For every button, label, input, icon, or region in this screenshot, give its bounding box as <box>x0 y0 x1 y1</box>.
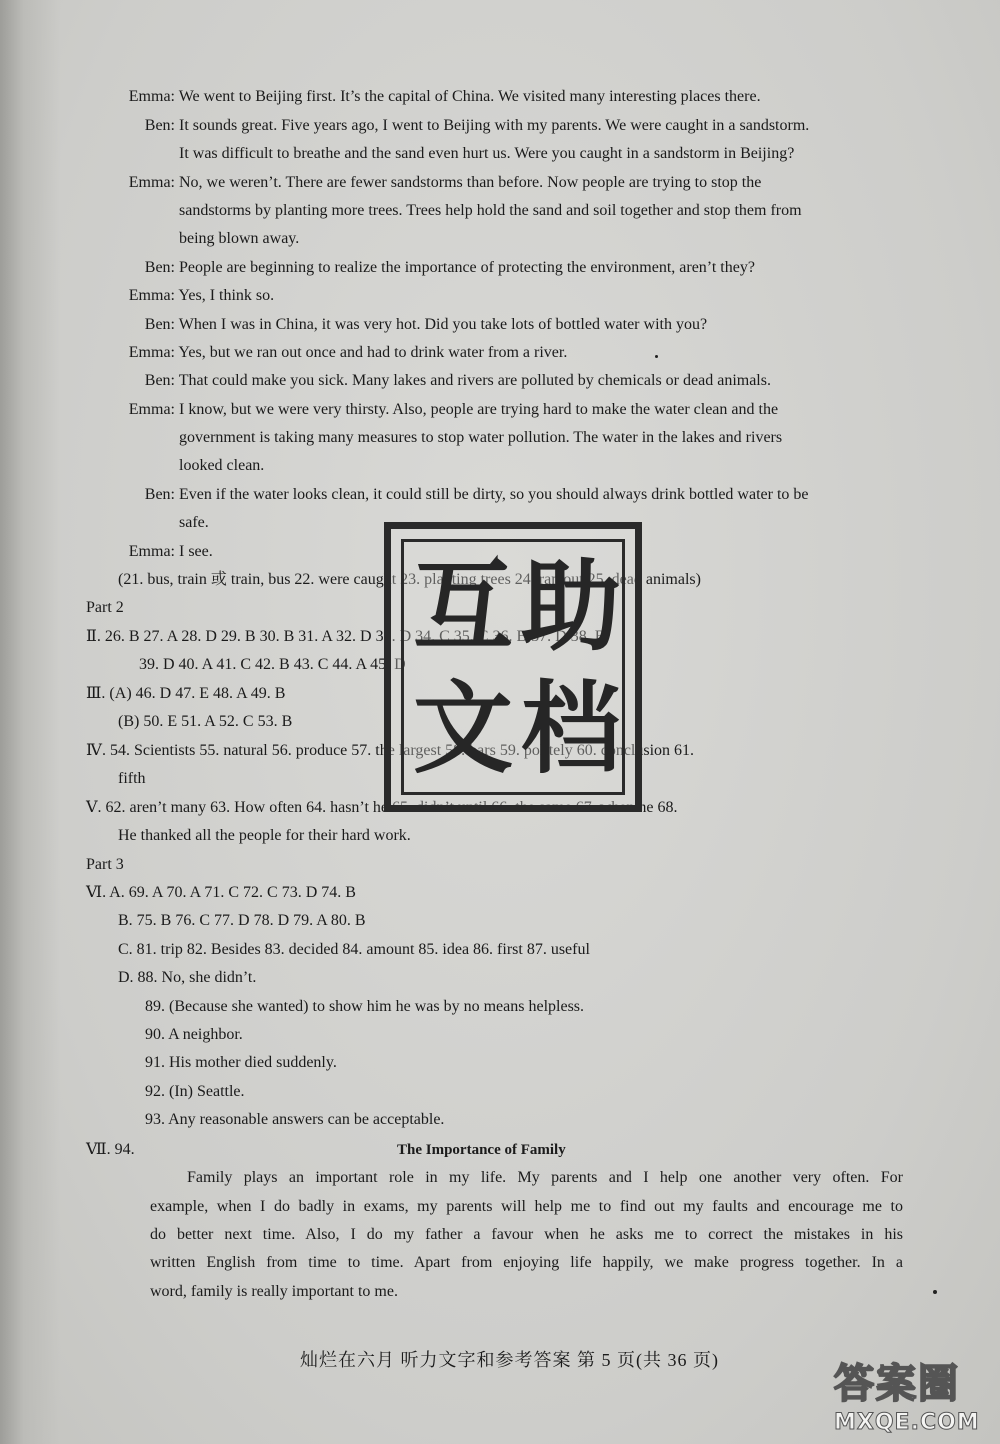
watermark-title: 答案圈 <box>834 1361 960 1407</box>
section-2-answers: 39. D 40. A 41. C 42. B 43. C 44. A 45. D <box>139 656 406 673</box>
page-fold-shadow <box>0 0 60 1444</box>
essay-line: example, when I do badly in exams, my parents will help me to find out my faults and encourage me to <box>150 1198 903 1215</box>
section-3-answers: Ⅲ. (A) 46. D 47. E 48. A 49. B <box>86 685 286 702</box>
speck <box>655 355 658 358</box>
dialogue-line: It was difficult to breathe and the sand even hurt us. Were you caught in a sandstorm in Beijing? <box>179 145 795 162</box>
page-footer: 灿烂在六月 听力文字和参考答案 第 5 页(共 36 页) <box>300 1350 719 1370</box>
section-2-answers: Ⅱ. 26. B 27. A 28. D 29. B 30. B 31. A 32. D 33. D 34. C 35. C 36. B 37. D 38. B <box>86 628 606 645</box>
speck <box>933 1290 937 1294</box>
dialogue-line: looked clean. <box>179 457 265 474</box>
section-6-answers: 91. His mother died suddenly. <box>145 1054 337 1071</box>
answers-21-25: (21. bus, train 或 train, bus 22. were caught 23. planting trees 24. ran out 25. dead animals) <box>118 571 701 588</box>
dialogue-line: Emma: I know, but we were very thirsty. Also, people are trying hard to make the water clean and the <box>128 401 779 418</box>
dialogue-line: Ben: That could make you sick. Many lakes and rivers are polluted by chemicals or dead animals. <box>144 372 771 389</box>
section-7-label: Ⅶ. 94. <box>86 1141 135 1158</box>
dialogue-line: Emma: Yes, I think so. <box>128 287 275 304</box>
dialogue-line: sandstorms by planting more trees. Trees help hold the sand and soil together and stop them from <box>179 202 802 219</box>
section-3-answers: (B) 50. E 51. A 52. C 53. B <box>118 713 293 730</box>
essay-line: word, family is really important to me. <box>150 1283 398 1300</box>
dialogue-line: Emma: No, we weren’t. There are fewer sandstorms than before. Now people are trying to stop the <box>128 174 762 191</box>
section-6-answers: Ⅵ. A. 69. A 70. A 71. C 72. C 73. D 74. B <box>86 884 356 901</box>
stamp-char: 档 <box>521 670 621 787</box>
stamp-char: 文 <box>413 670 513 787</box>
section-6-answers: B. 75. B 76. C 77. D 78. D 79. A 80. B <box>118 912 366 929</box>
part3-heading: Part 3 <box>86 856 124 873</box>
section-4-answers: fifth <box>118 770 146 787</box>
dialogue-line: Ben: When I was in China, it was very hot. Did you take lots of bottled water with you? <box>144 316 708 333</box>
section-5-answers: Ⅴ. 62. aren’t many 63. How often 64. hasn’t he 65. didn’t until 66. the same 67. when he 68. <box>86 799 678 816</box>
part2-heading: Part 2 <box>86 599 124 616</box>
essay-line: do better next time. Also, I do my father a favour when he asks me to correct the mistakes in his <box>150 1226 903 1243</box>
dialogue-line: Ben: It sounds great. Five years ago, I went to Beijing with my parents. We were caught in a sandstorm. <box>144 117 810 134</box>
dialogue-line: being blown away. <box>179 230 300 247</box>
essay-line: written English from time to time. Apart from enjoying life happily, we make progress together. In a <box>150 1254 903 1271</box>
section-4-answers: Ⅳ. 54. Scientists 55. natural 56. produce 57. the largest 58. bars 59. politely 60. conclusion 61. <box>86 742 695 759</box>
essay-title: The Importance of Family <box>397 1142 566 1158</box>
section-6-answers: D. 88. No, she didn’t. <box>118 969 257 986</box>
dialogue-line: Emma: I see. <box>128 543 213 560</box>
section-6-answers: 90. A neighbor. <box>145 1026 243 1043</box>
dialogue-line: safe. <box>179 514 209 531</box>
section-6-answers: C. 81. trip 82. Besides 83. decided 84. amount 85. idea 86. first 87. useful <box>118 941 590 958</box>
dialogue-line: Emma: We went to Beijing first. It’s the capital of China. We visited many interesting places there. <box>128 88 761 105</box>
stamp-char: 互 <box>413 548 513 665</box>
essay-line: Family plays an important role in my life. My parents and I help one another very often. For <box>187 1169 903 1186</box>
stamp-watermark <box>384 522 642 812</box>
watermark-url: MXQE.COM <box>834 1410 980 1435</box>
dialogue-line: Emma: Yes, but we ran out once and had to drink water from a river. <box>128 344 568 361</box>
site-watermark-logo <box>816 1362 996 1442</box>
section-5-answers: He thanked all the people for their hard work. <box>118 827 411 844</box>
dialogue-line: government is taking many measures to stop water pollution. The water in the lakes and rivers <box>179 429 783 446</box>
section-6-answers: 93. Any reasonable answers can be acceptable. <box>145 1111 445 1128</box>
section-6-answers: 92. (In) Seattle. <box>145 1083 245 1100</box>
section-6-answers: 89. (Because she wanted) to show him he was by no means helpless. <box>145 998 585 1015</box>
stamp-char: 助 <box>521 548 621 665</box>
dialogue-line: Ben: Even if the water looks clean, it could still be dirty, so you should always drink bottled water to be <box>144 486 809 503</box>
dialogue-line: Ben: People are beginning to realize the importance of protecting the environment, aren’t they? <box>144 259 755 276</box>
